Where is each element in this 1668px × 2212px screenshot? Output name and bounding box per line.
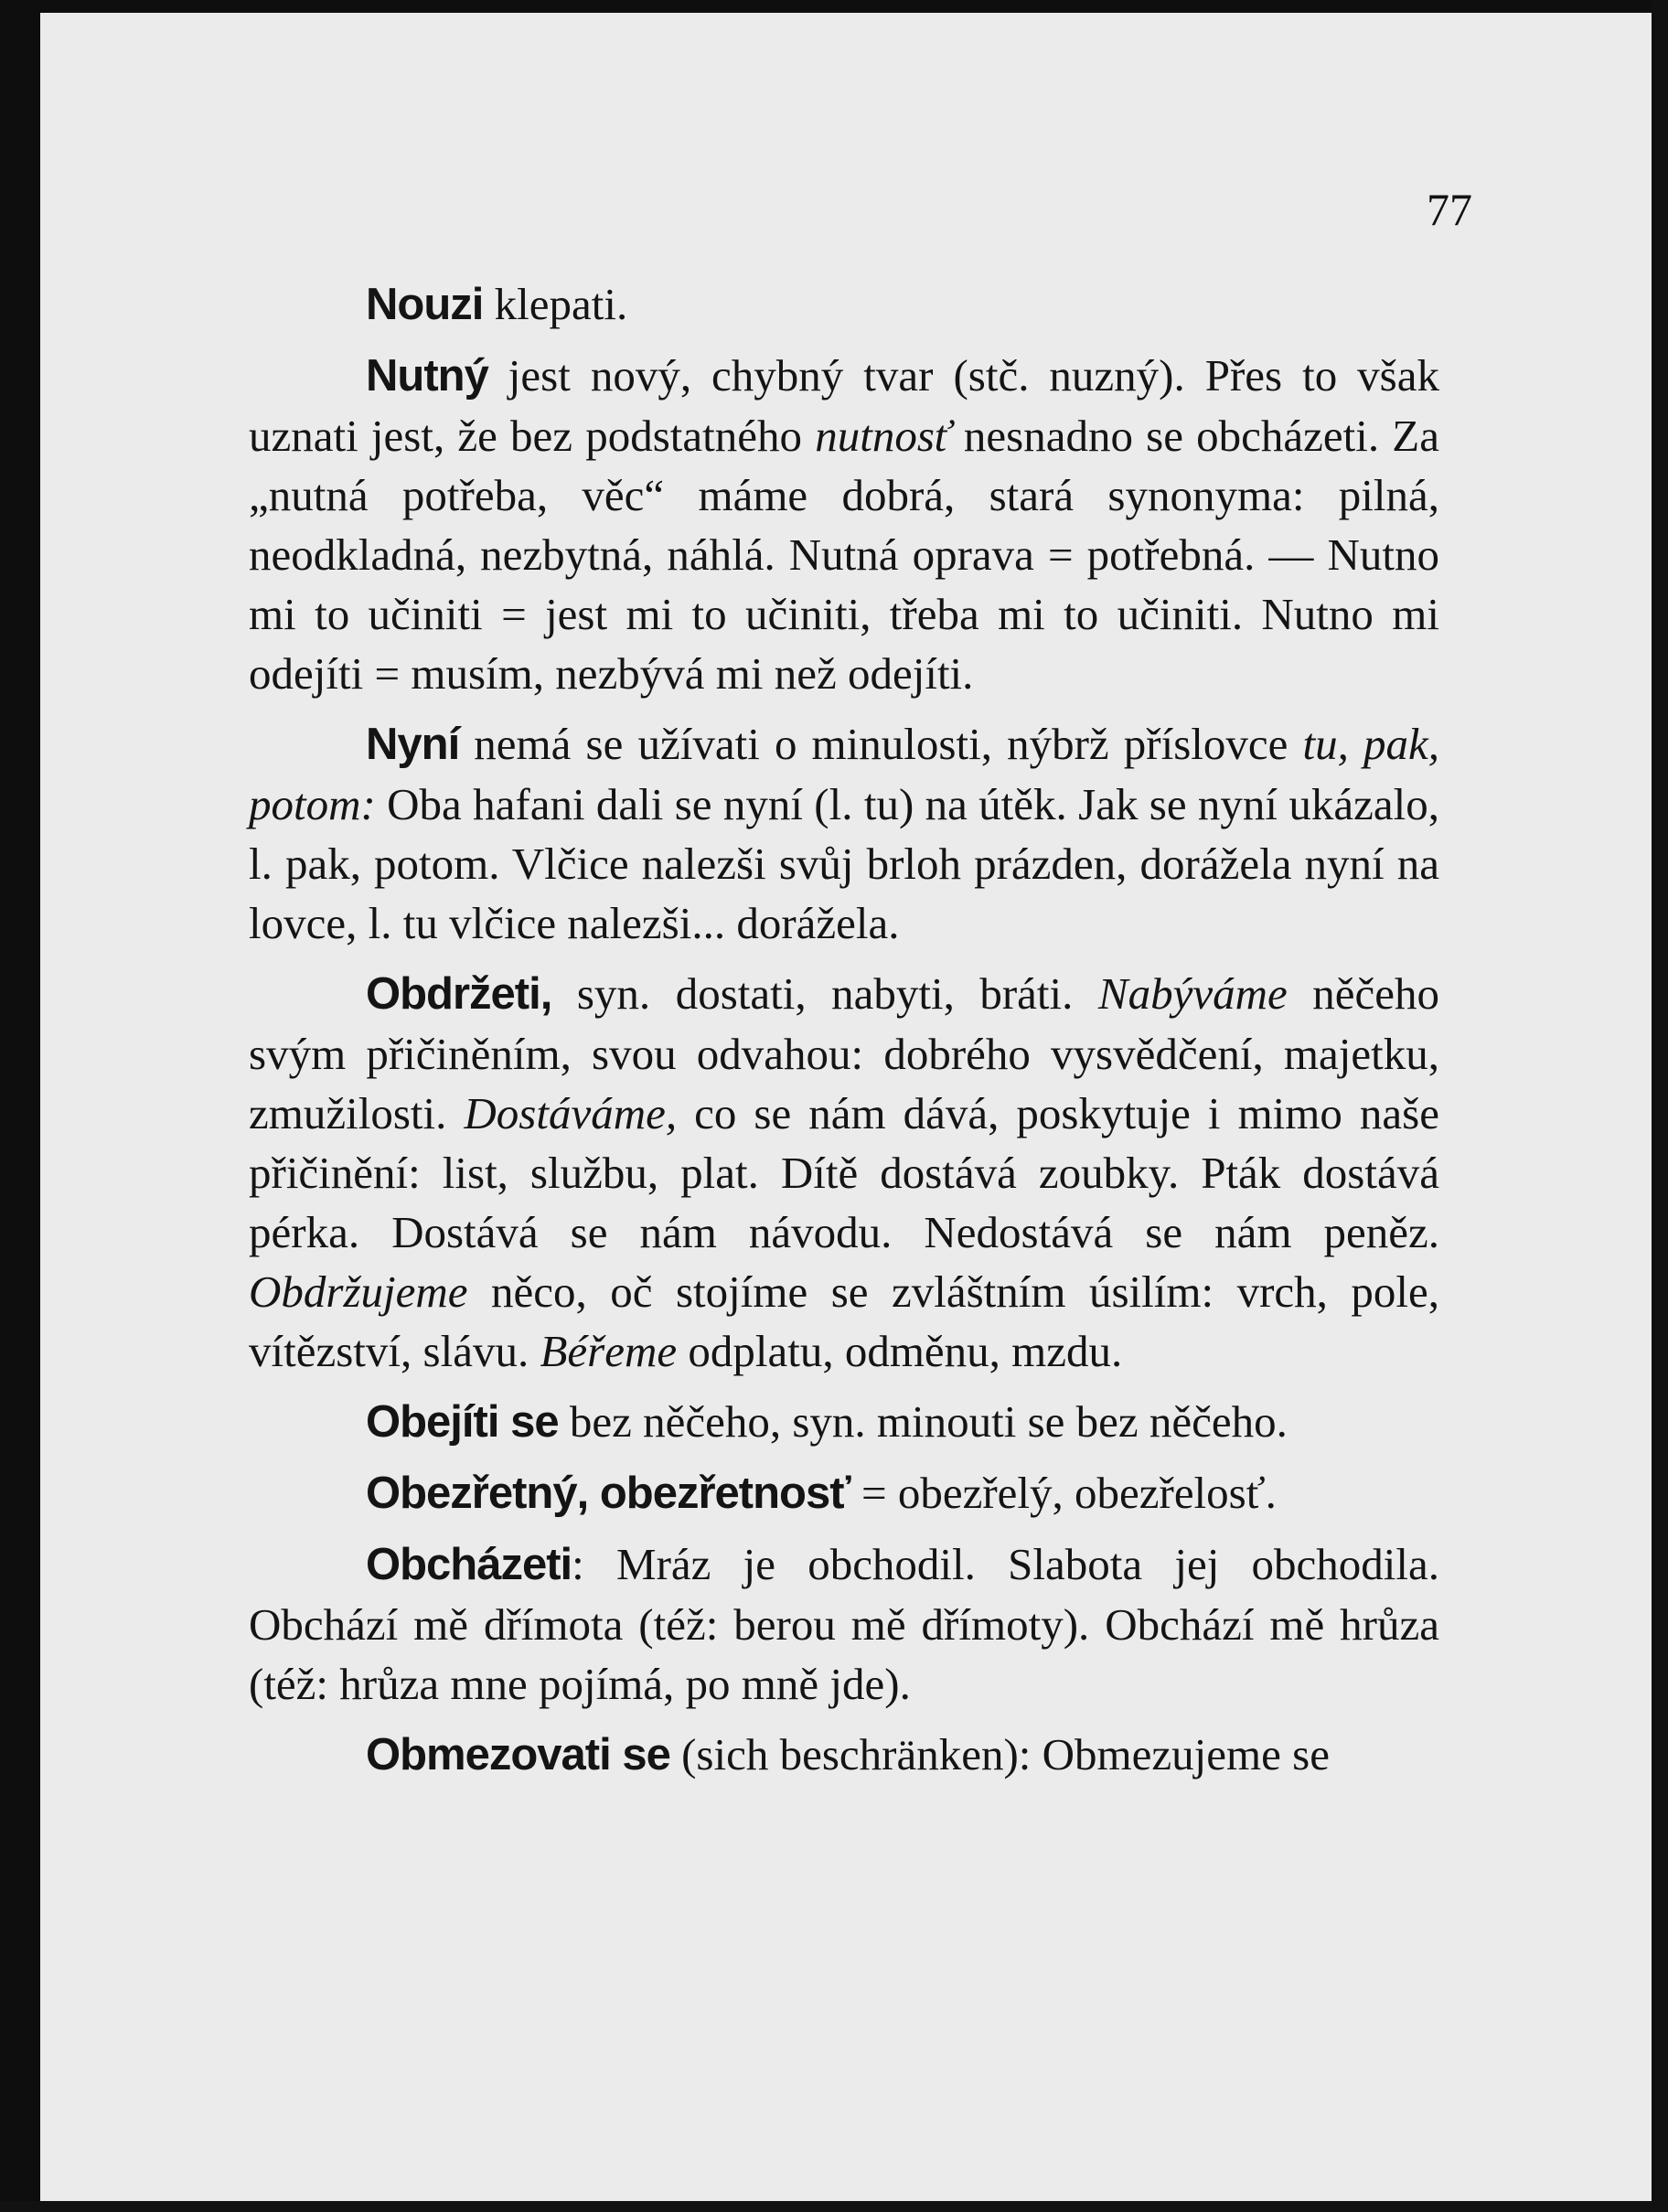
entry-headword: Nyní	[366, 720, 460, 769]
binding-thread	[18, 1673, 38, 1683]
dictionary-entry	[249, 274, 1439, 335]
scan-edge-right	[1652, 0, 1668, 2212]
scan-edge-bottom	[0, 2201, 1668, 2212]
binding-thread	[18, 1065, 38, 1074]
entry-text: klepati.	[483, 279, 628, 329]
dictionary-entry	[249, 1534, 1439, 1714]
entry-headword: Obcházeti	[366, 1540, 572, 1589]
entry-headword: Obejíti se	[366, 1397, 559, 1447]
entry-text: nemá se užívati o minulosti, nýbrž příslovce	[459, 719, 1303, 769]
scan-edge-left	[0, 0, 40, 2212]
entry-text: (sich beschränken): Obmezujeme se	[669, 1729, 1330, 1779]
page-number: 77	[1427, 184, 1472, 235]
entry-text: Oba hafani dali se nyní (l. tu) na útěk. Jak se nyní ukázalo, l. pak, potom. Vlčice nalezši svůj brloh prázden, dorážela nyní na lovce, l. tu vlčice nalezši... dorážela.	[249, 779, 1439, 948]
dictionary-entry	[249, 1463, 1439, 1523]
entry-text: něčeho svým přičiněním, svou odvahou: dobrého vysvědčení, majetku, zmužilosti.	[249, 968, 1439, 1138]
dictionary-entry	[249, 346, 1439, 703]
entry-headword: Obezřetný, obezřetnosť	[366, 1469, 850, 1518]
entry-italic-term: tu, pak, potom:	[249, 719, 1439, 829]
entry-italic-term: Nabýváme	[1097, 968, 1288, 1019]
entry-headword: Nutný	[366, 351, 488, 401]
entry-headword: Obmezovati se	[366, 1730, 670, 1779]
entry-text: nesnadno se obcházeti. Za „nutná potřeba, věc“ máme dobrá, stará synonyma: pilná, neodkladná, nezbytná, náhlá. Nutná oprava = potřebná. — Nutno mi to učiniti = jest mi to učiniti, třeba mi to učiniti. Nutno mi odejíti = musím, nezbývá mi než odejíti.	[249, 411, 1439, 699]
dictionary-entry	[249, 1392, 1439, 1452]
entry-text: bez něčeho, syn. minouti se bez něčeho.	[558, 1396, 1288, 1447]
dictionary-entry	[249, 1725, 1439, 1785]
entry-text: něco, oč stojíme se zvláštním úsilím: vrch, pole, vítězství, slávu.	[249, 1266, 1439, 1376]
dictionary-text	[249, 274, 1439, 1796]
dictionary-entry	[249, 964, 1439, 1381]
entry-text: = obezřelý, obezřelosť.	[850, 1468, 1277, 1518]
binding-thread	[18, 242, 38, 251]
entry-italic-term: Béřeme	[540, 1326, 678, 1376]
entry-italic-term: Dostáváme,	[464, 1088, 678, 1138]
scan-edge-top	[0, 0, 1668, 13]
entry-italic-term: nutnosť	[815, 411, 951, 461]
entry-italic-term: Obdržujeme	[249, 1266, 468, 1317]
dictionary-entry	[249, 714, 1439, 953]
entry-text: : Mráz je obchodil. Slabota jej obchodila. Obchází mě dřímota (též: berou mě dřímoty). Obchází mě hrůza (též: hrůza mne pojímá, po mně jde).	[249, 1539, 1439, 1709]
binding-thread	[18, 517, 38, 526]
entry-headword: Obdržeti,	[366, 969, 552, 1019]
entry-text: odplatu, odměnu, mzdu.	[677, 1326, 1123, 1376]
entry-headword: Nouzi	[366, 280, 484, 329]
entry-text: syn. dostati, nabyti, bráti.	[551, 968, 1098, 1019]
entry-text: co se nám dává, poskytuje i mimo naše přičinění: list, službu, plat. Dítě dostává zoubky. Pták dostává pérka. Dostává se nám návodu. Nedostává se nám peněz.	[249, 1088, 1439, 1257]
entry-text: jest nový, chybný tvar (stč. nuzný). Přes to však uznati jest, že bez podstatného	[249, 350, 1439, 461]
binding-thread	[18, 2030, 38, 2039]
